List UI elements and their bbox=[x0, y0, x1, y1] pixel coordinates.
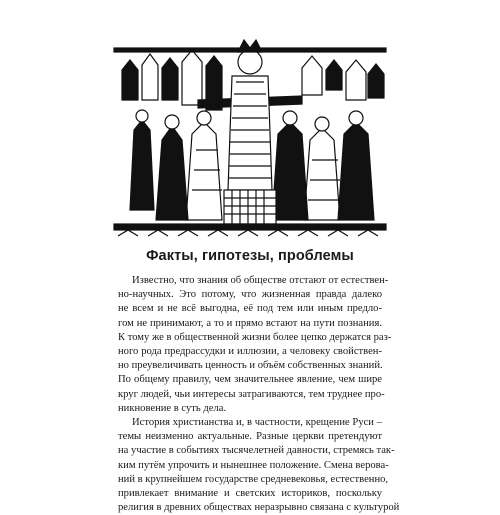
text-line: привлекает внимание и светских историков, поскольку bbox=[118, 488, 382, 500]
text-line: круг людей, чьи интересы затрагиваются, тем труднее про- bbox=[118, 388, 385, 400]
engraving-image bbox=[112, 30, 388, 242]
text-line: гом не принимают, а то и прямо встают на пути познания. bbox=[118, 317, 382, 329]
text-line: на участие в событиях тысячелетней давности, стремясь так- bbox=[118, 445, 395, 457]
text-line: но-научных. Это потому, что жизненная правда далеко bbox=[118, 289, 382, 301]
engraving-illustration bbox=[112, 30, 388, 242]
paragraph-1 bbox=[118, 274, 392, 416]
paragraph-2 bbox=[118, 416, 400, 515]
text-line: ний в крупнейшем государстве средневековья, естественно, bbox=[118, 473, 389, 485]
body-text bbox=[118, 274, 400, 515]
text-line: но преувеличивать ценность и объём собственных знаний. bbox=[118, 360, 383, 372]
text-line: История христианства и, в частности, крещение Руси – bbox=[132, 417, 382, 429]
text-line: не всем и не всё выгодна, её под тем или иным предло- bbox=[118, 303, 382, 315]
text-line: религия в древних обществах неразрывно связана с культурой bbox=[118, 502, 400, 514]
text-line: К тому же в общественной жизни более цепко держатся раз- bbox=[118, 331, 392, 343]
text-line: ким путём упрочить и нынешнее положение. Смена верова- bbox=[118, 459, 389, 471]
text-line: никновение в суть дела. bbox=[118, 402, 227, 414]
text-line: темы неизменно актуальные. Разные церкви претендуют bbox=[118, 431, 382, 443]
text-line: По общему правилу, чем значительнее явление, чем шире bbox=[118, 374, 382, 386]
section-heading: Факты, гипотезы, проблемы bbox=[146, 248, 354, 264]
text-line: Известно, что знания об обществе отстают от естествен- bbox=[132, 275, 389, 286]
text-line: ного рода предрассудки и иллюзии, а человеку свойствен- bbox=[118, 346, 382, 358]
